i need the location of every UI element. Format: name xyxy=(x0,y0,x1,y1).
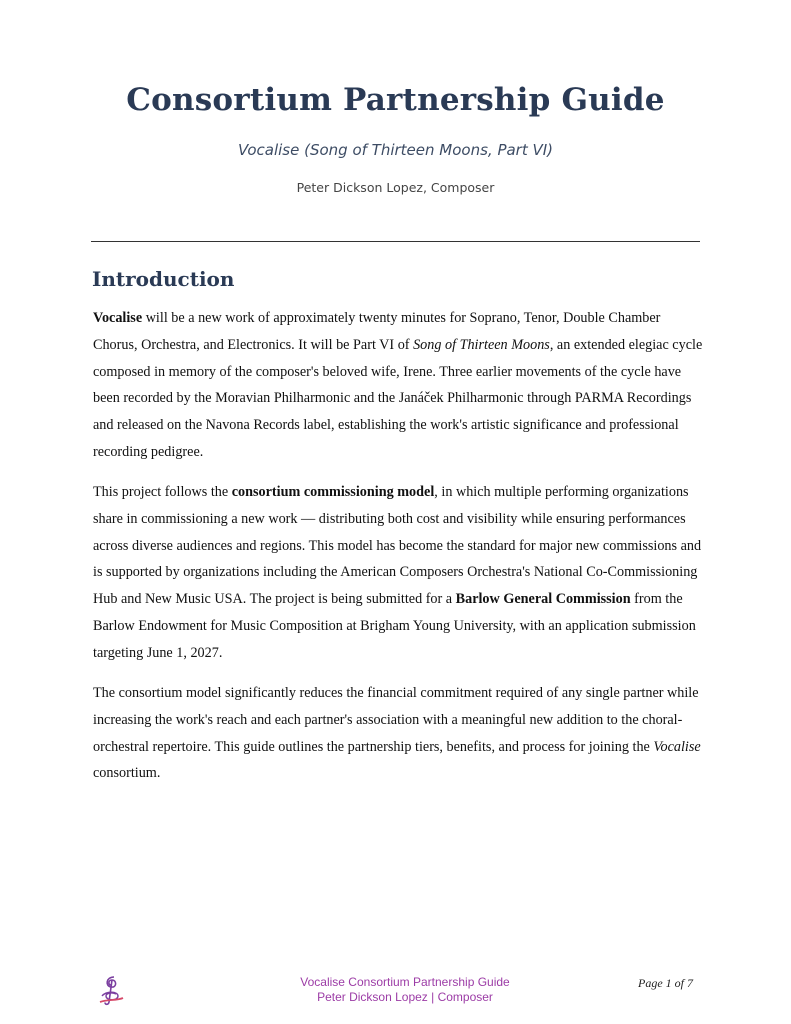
intro-paragraph-1 xyxy=(93,305,703,466)
barlow-commission-bold: Barlow General Commission xyxy=(455,591,631,608)
footer-line-1: Vocalise Consortium Partnership Guide xyxy=(300,975,510,989)
work-title-italic: Vocalise xyxy=(653,738,701,755)
document-subtitle: Vocalise (Song of Thirteen Moons, Part VI) xyxy=(237,141,554,159)
text-run: The consortium model significantly reduces the financial commitment required of any single partner while increasing the work's reach and each partner's association with a meaningful new addition to the choral-orchestral repertoire. This guide outlines the partnership tiers, benefits, and process for joining the xyxy=(93,685,699,755)
text-run: , an extended elegiac cycle composed in memory of the composer's beloved wife, Irene. Three earlier movements of the cycle have been recorded by the Moravian Philharmonic and the Janáček Philharmonic through PARMA Recordings and released on the Navona Records label, establishing the work's artistic significance and professional recording pedigree. xyxy=(93,336,703,460)
footer-line-2: Peter Dickson Lopez | Composer xyxy=(317,990,493,1004)
cycle-title-italic: Song of Thirteen Moons xyxy=(413,336,550,353)
text-run: from the Barlow Endowment for Music Composition at Brigham Young University, with an application submission targeting June 1, 2027. xyxy=(93,591,696,661)
title-divider xyxy=(91,241,700,242)
text-run: This project follows the xyxy=(93,484,232,500)
work-title-bold: Vocalise xyxy=(93,310,143,326)
text-run: will be a new work of approximately twenty minutes for Soprano, Tenor, Double Chamber Chorus, Orchestra, and Electronics. It will be Part VI of xyxy=(93,310,661,353)
treble-clef-monogram-icon xyxy=(96,974,128,1006)
text-run: consortium. xyxy=(93,765,161,782)
document-title: Consortium Partnership Guide xyxy=(126,82,665,118)
section-heading-introduction: Introduction xyxy=(92,267,235,291)
consortium-model-bold: consortium commissioning model xyxy=(231,484,435,500)
page-number: Page 1 of 7 xyxy=(638,976,693,990)
text-run: , in which multiple performing organizations share in commissioning a new work — distributing both cost and visibility while ensuring performances across diverse audiences and regions. This model has become the standard for major new commissions and is supported by organizations including the American Composers Orchestra's National Co-Commissioning Hub and New Music USA. The project is being submitted for a xyxy=(93,484,702,608)
intro-paragraph-3 xyxy=(93,680,703,787)
intro-paragraph-2 xyxy=(93,479,703,667)
footer-title-block xyxy=(250,975,560,1005)
document-author: Peter Dickson Lopez, Composer xyxy=(296,180,495,195)
